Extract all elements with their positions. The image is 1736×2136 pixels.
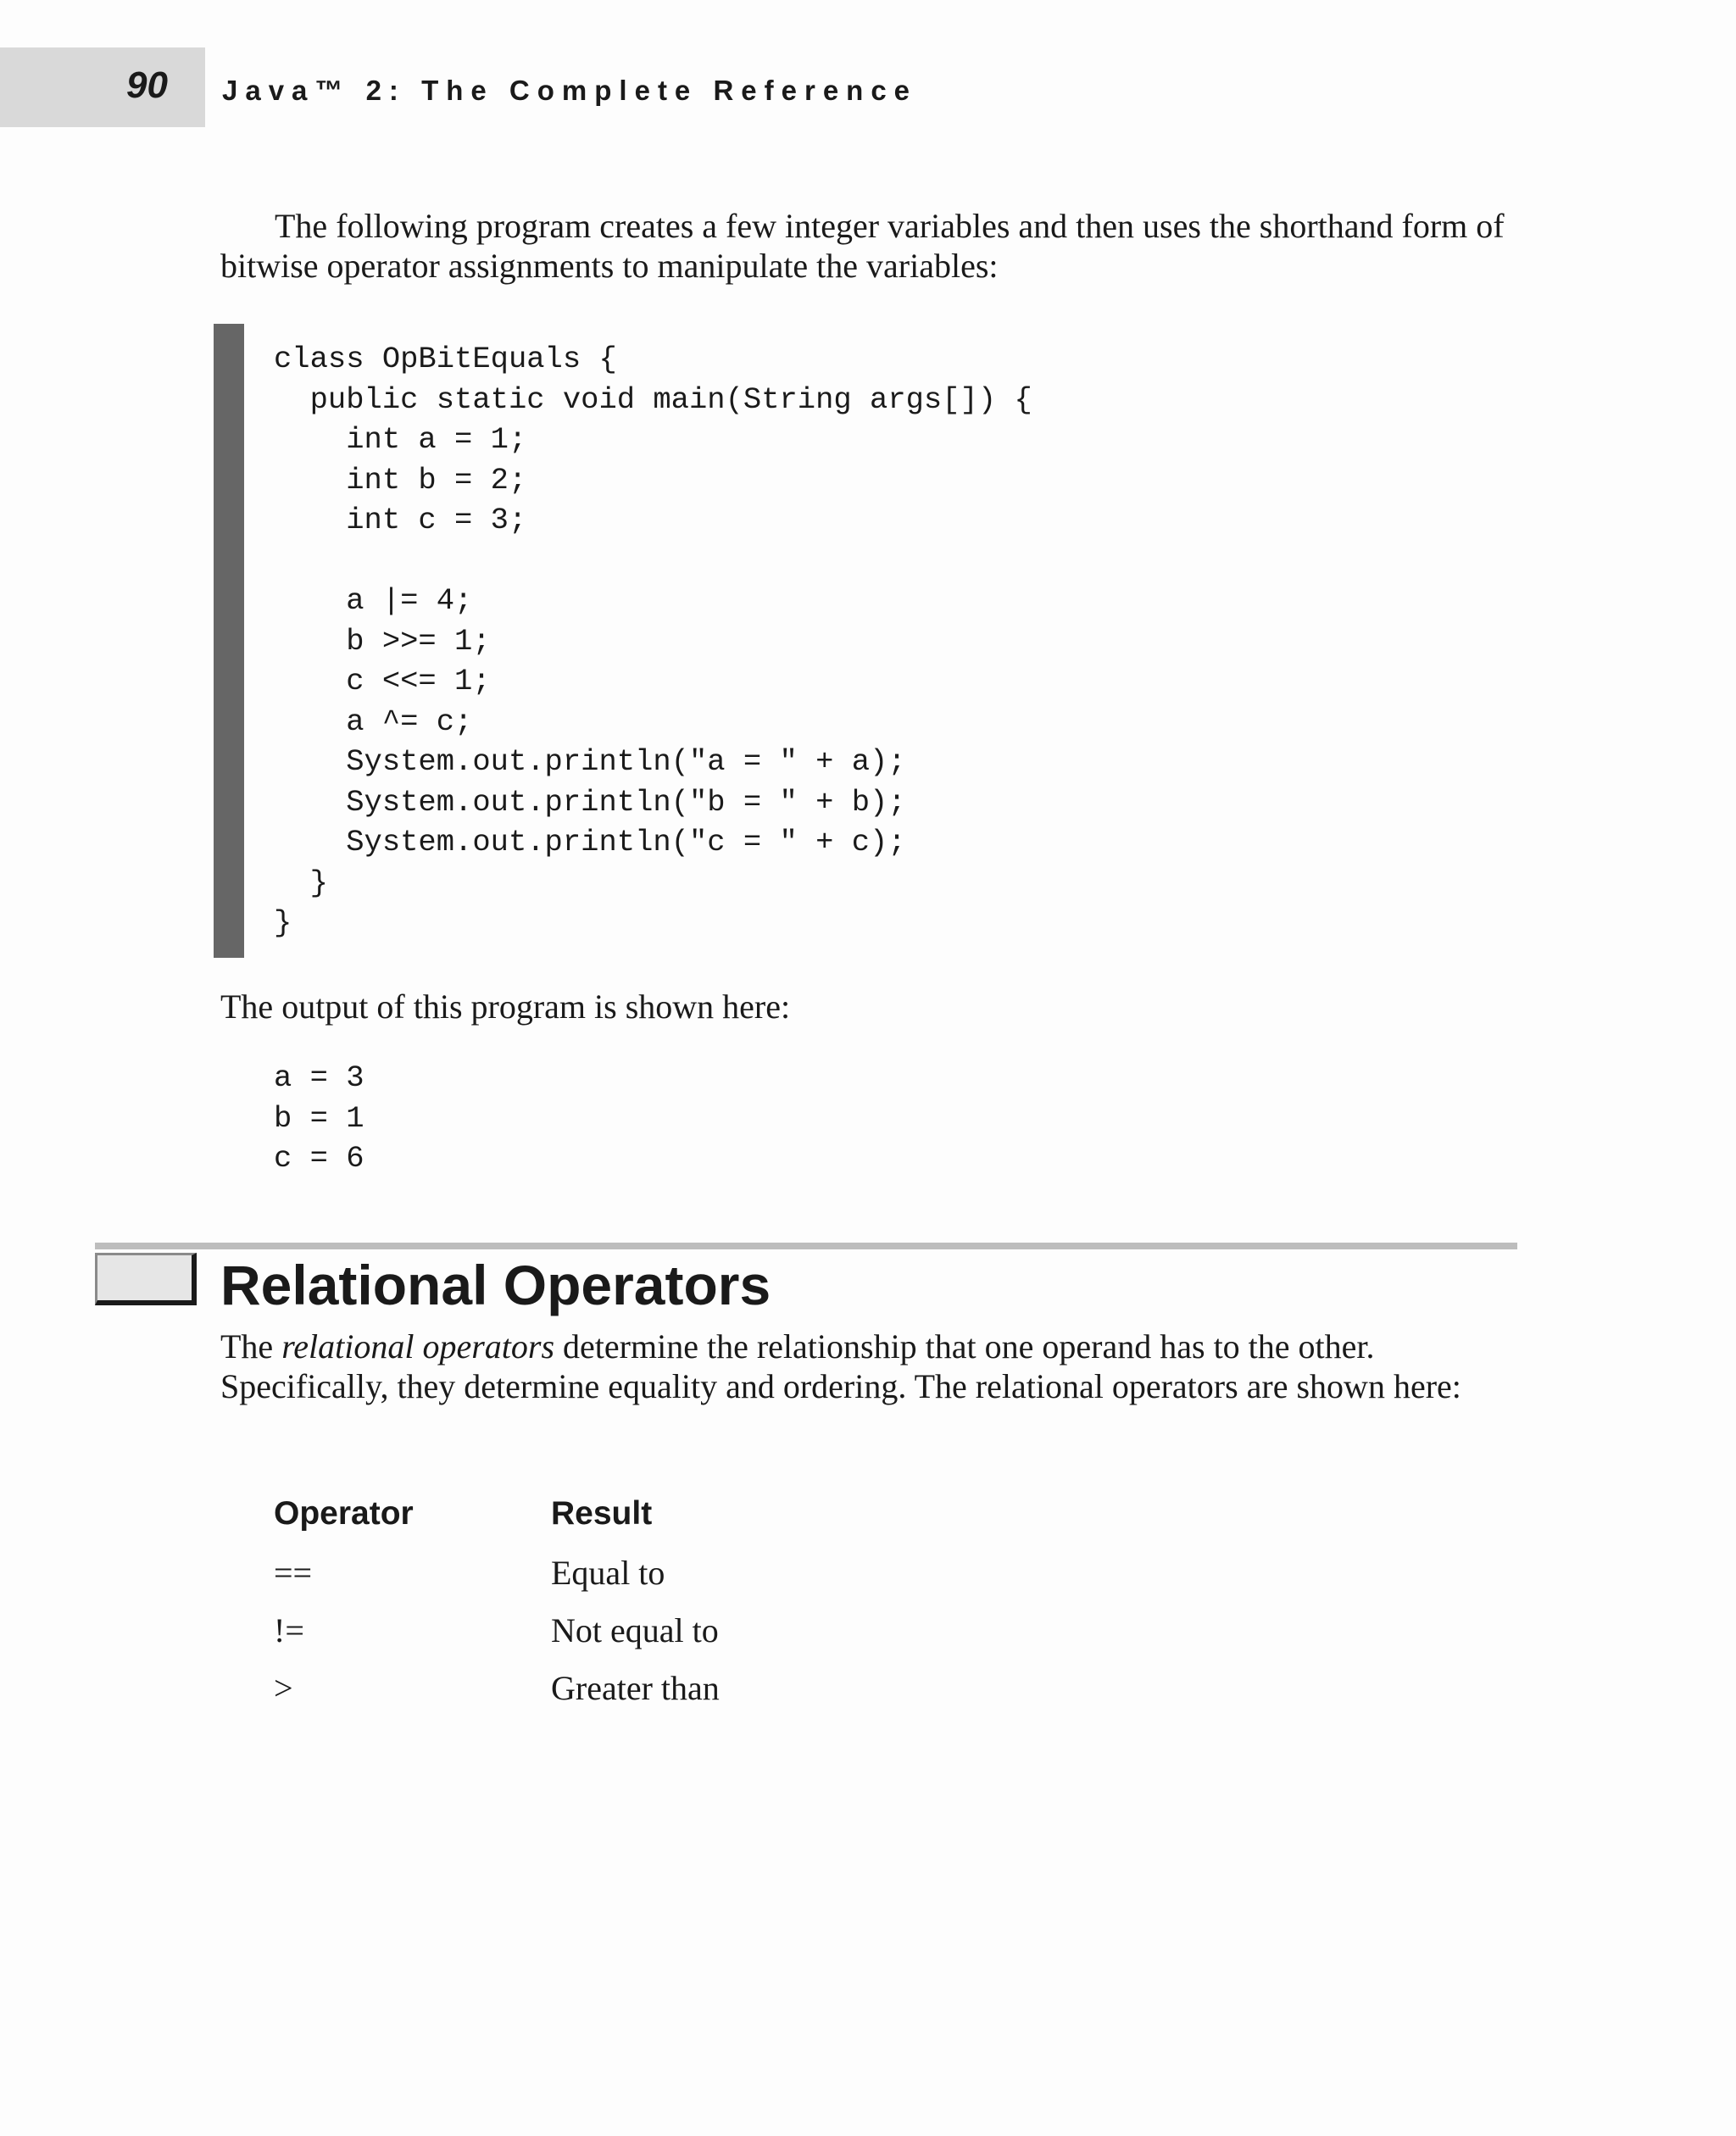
code-line: b >>= 1;: [274, 623, 491, 659]
code-line: a ^= c;: [274, 704, 473, 739]
operator-column-header: Operator: [274, 1495, 414, 1532]
code-line: }: [274, 905, 292, 940]
table-row: [274, 1668, 720, 1726]
running-head: Java™ 2: The Complete Reference: [222, 75, 918, 106]
output-intro: The output of this program is shown here:: [220, 987, 791, 1026]
code-line: c <<= 1;: [274, 664, 491, 698]
result-cell: Equal to: [551, 1554, 665, 1592]
code-margin-bar: [214, 324, 244, 958]
page-number: 90: [126, 64, 168, 106]
defined-term: relational operators: [281, 1327, 555, 1366]
code-line: }: [274, 865, 328, 900]
code-line: a |= 4;: [274, 583, 473, 618]
operator-cell: !=: [274, 1611, 304, 1649]
output-line: c = 6: [274, 1141, 364, 1176]
code-line: System.out.println("b = " + b);: [274, 784, 906, 820]
result-cell: Not equal to: [551, 1611, 719, 1649]
output-line: b = 1: [274, 1100, 364, 1136]
operator-table: [274, 1494, 720, 1726]
code-line: int a = 1;: [274, 422, 527, 457]
code-listing: [274, 339, 1032, 943]
result-cell: Greater than: [551, 1669, 720, 1707]
result-column-header: Result: [551, 1495, 653, 1532]
code-line: int c = 3;: [274, 503, 527, 537]
table-row: [274, 1553, 720, 1610]
operator-cell: >: [274, 1669, 293, 1707]
section-rule: [95, 1243, 1517, 1249]
code-line: System.out.println("a = " + a);: [274, 744, 906, 779]
section-heading: Relational Operators: [220, 1254, 771, 1316]
relational-paragraph: [220, 1327, 1509, 1406]
paragraph-text: determine the relationship that one operand has to the other. Specifically, they determine equality and ordering. The relational operators are shown here:: [220, 1327, 1461, 1405]
table-row: [274, 1610, 720, 1668]
intro-paragraph: The following program creates a few integer variables and then uses the shorthand form of bitwise operator assignments to manipulate the variables:: [220, 207, 1505, 285]
code-line: class OpBitEquals {: [274, 342, 617, 376]
output-line: a = 3: [274, 1060, 364, 1095]
page-number-box: [0, 47, 205, 127]
code-line: int b = 2;: [274, 462, 527, 498]
code-line: System.out.println("c = " + c);: [274, 825, 906, 859]
section-marker-box: [95, 1253, 197, 1305]
paragraph-text: The: [220, 1327, 282, 1366]
table-header-row: [274, 1494, 720, 1553]
operator-cell: ==: [274, 1554, 313, 1592]
code-line: public static void main(String args[]) {: [274, 381, 1032, 417]
program-output: [274, 1058, 364, 1179]
